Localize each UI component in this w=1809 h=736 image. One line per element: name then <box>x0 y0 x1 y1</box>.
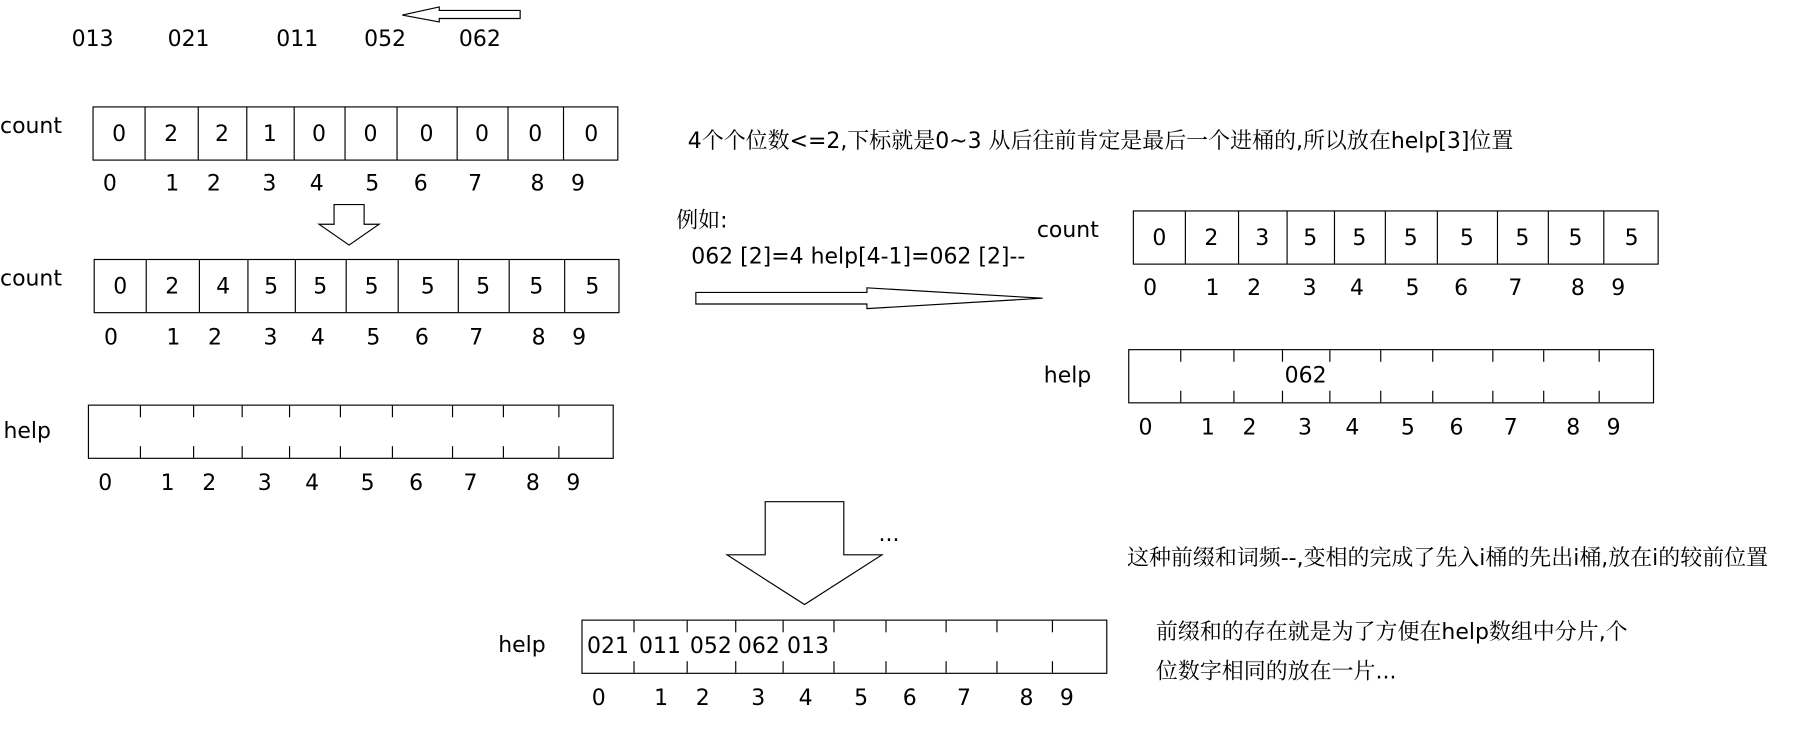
index-label: 1 <box>1200 414 1215 441</box>
help-array <box>581 620 1107 674</box>
index-label: 5 <box>360 470 375 496</box>
index-label: 3 <box>751 685 766 711</box>
array-cell <box>1052 621 1109 673</box>
count-array <box>94 259 620 313</box>
index-label: 9 <box>566 470 581 496</box>
array-cell: 5 <box>1303 225 1318 251</box>
array-cell: 5 <box>476 273 491 300</box>
index-label: 2 <box>206 171 221 197</box>
index-label: 1 <box>160 470 175 496</box>
index-label: 6 <box>413 171 428 197</box>
array-cell: 4 <box>216 273 231 300</box>
index-label: 9 <box>1611 275 1626 301</box>
array-cell: 052 <box>689 633 732 659</box>
index-label: 8 <box>1019 685 1034 711</box>
index-label: 3 <box>1298 414 1313 441</box>
cell-tick <box>392 446 393 458</box>
index-label: 2 <box>1242 414 1257 441</box>
index-label: 7 <box>469 324 484 351</box>
right-arrow-icon <box>694 287 1048 310</box>
array-cell: 0 <box>1152 225 1167 251</box>
index-label: 3 <box>257 470 272 496</box>
top-seq-item: 013 <box>71 26 114 53</box>
index-label: 3 <box>262 171 277 197</box>
count-array <box>92 106 618 160</box>
index-label: 7 <box>1508 275 1523 301</box>
array-cell: 0 <box>113 273 128 300</box>
note-text: 位数字相同的放在一片... <box>1155 658 1397 685</box>
array-cell: 5 <box>1459 225 1474 251</box>
array-cell: 5 <box>313 273 328 300</box>
array-cell <box>1432 350 1492 402</box>
array-cell: 1 <box>262 121 277 147</box>
array-cell: 062 <box>737 633 780 659</box>
index-label: 2 <box>202 470 217 496</box>
array-cell: 5 <box>1624 225 1639 251</box>
array-cell <box>996 621 1051 673</box>
count-array <box>1133 210 1659 264</box>
array-cell <box>1599 350 1656 402</box>
array-cell: 5 <box>529 273 544 300</box>
array-cell <box>1129 350 1180 402</box>
help-array <box>1128 349 1654 403</box>
cell-tick <box>452 406 453 418</box>
array-cell: 5 <box>364 273 379 300</box>
array-label: help <box>498 632 546 658</box>
array-cell: 5 <box>585 273 600 300</box>
index-row <box>94 324 620 352</box>
array-label: help <box>3 418 51 444</box>
cell-tick <box>503 446 504 458</box>
index-label: 2 <box>1247 275 1262 301</box>
array-cell: 0 <box>312 121 327 147</box>
top-seq-item: 052 <box>364 26 407 53</box>
note-text: 这种前缀和词频--,变相的完成了先入i桶的先出i桶,放在i的较前位置 <box>1127 545 1769 572</box>
array-cell: 0 <box>112 121 127 147</box>
index-label: 2 <box>695 685 710 711</box>
index-label: 4 <box>798 685 813 711</box>
array-cell: 2 <box>164 121 179 147</box>
array-cell: 0 <box>419 121 434 147</box>
cell-tick <box>193 406 194 418</box>
index-label: 4 <box>309 171 324 197</box>
index-label: 2 <box>208 324 222 351</box>
array-cell: 021 <box>587 633 629 659</box>
array-cell: 2 <box>1204 225 1219 251</box>
array-label: count <box>0 265 62 292</box>
index-label: 9 <box>1606 414 1621 441</box>
cell-tick <box>242 446 243 458</box>
top-seq-item: 011 <box>276 26 319 53</box>
index-label: 4 <box>310 324 325 351</box>
cell-tick <box>140 406 141 418</box>
cell-tick <box>340 406 341 418</box>
index-label: 5 <box>1400 414 1415 441</box>
index-label: 4 <box>305 470 320 496</box>
array-cell <box>1543 350 1598 402</box>
array-cell: 062 <box>1284 362 1327 389</box>
array-cell <box>885 621 945 673</box>
index-label: 8 <box>1566 414 1581 441</box>
index-label: 0 <box>1138 414 1153 441</box>
array-cell: 5 <box>264 273 279 300</box>
index-label: 6 <box>1449 414 1464 441</box>
cell-tick <box>193 446 194 458</box>
array-cell: 5 <box>1568 225 1583 251</box>
cell-tick <box>340 446 341 458</box>
index-label: 1 <box>1205 275 1220 301</box>
index-label: 1 <box>165 171 180 197</box>
index-label: 0 <box>102 171 117 197</box>
index-label: 8 <box>525 470 540 496</box>
ellipsis-text: ... <box>878 521 900 547</box>
array-cell: 013 <box>787 633 829 659</box>
index-row <box>1128 414 1654 442</box>
index-label: 5 <box>365 171 380 197</box>
index-label: 5 <box>854 685 869 711</box>
index-label: 3 <box>263 324 278 351</box>
example-title: 例如: <box>676 208 728 234</box>
index-label: 7 <box>957 685 972 711</box>
array-cell: 011 <box>639 633 681 659</box>
cell-tick <box>140 446 141 458</box>
array-cell <box>1380 350 1432 402</box>
example-text: 062 [2]=4 help[4-1]=062 [2]-- <box>691 243 1026 270</box>
index-row <box>88 470 614 498</box>
array-cell: 2 <box>214 121 229 147</box>
array-cell: 3 <box>1255 225 1270 251</box>
index-label: 7 <box>468 171 483 197</box>
cell-tick <box>558 446 559 458</box>
array-cell: 0 <box>584 121 599 147</box>
index-label: 0 <box>103 324 118 351</box>
index-label: 8 <box>1570 275 1585 301</box>
array-label: count <box>1036 217 1099 243</box>
cell-tick <box>242 406 243 418</box>
array-cell: 0 <box>363 121 378 147</box>
index-label: 6 <box>902 685 917 711</box>
index-label: 0 <box>591 685 606 711</box>
cell-tick <box>289 446 290 458</box>
index-label: 1 <box>166 324 181 351</box>
array-cell: 5 <box>420 273 435 300</box>
index-label: 6 <box>409 470 424 496</box>
array-cell: 0 <box>475 121 489 147</box>
index-label: 0 <box>98 470 113 496</box>
index-label: 5 <box>366 324 381 351</box>
cell-tick <box>452 446 453 458</box>
array-cell <box>946 621 997 673</box>
index-label: 3 <box>1302 275 1317 301</box>
down-arrow-icon <box>318 203 383 247</box>
index-label: 6 <box>414 324 429 351</box>
cell-tick <box>558 406 559 418</box>
index-label: 0 <box>1143 275 1158 301</box>
index-label: 8 <box>530 171 545 197</box>
array-cell: 0 <box>528 121 543 147</box>
array-label: count <box>0 113 62 139</box>
array-label: help <box>1043 362 1092 389</box>
index-label: 4 <box>1345 414 1360 441</box>
note-text: 前缀和的存在就是为了方便在help数组中分片,个 <box>1155 619 1628 645</box>
index-label: 6 <box>1454 275 1469 301</box>
index-label: 5 <box>1405 275 1420 301</box>
index-label: 7 <box>463 470 478 496</box>
index-label: 1 <box>654 685 669 711</box>
top-seq-item: 021 <box>167 26 210 53</box>
array-cell <box>1492 350 1543 402</box>
array-cell <box>1233 350 1282 402</box>
note-text: 4个个位数<=2,下标就是0~3 从后往前肯定是最后一个进桶的,所以放在help[3]位置 <box>687 128 1514 154</box>
index-label: 9 <box>572 324 587 351</box>
array-cell: 5 <box>1403 225 1418 251</box>
array-cell: 5 <box>1352 225 1367 251</box>
array-cell: 2 <box>165 273 180 300</box>
array-cell <box>1329 350 1380 402</box>
cell-tick <box>392 406 393 418</box>
array-cell <box>833 621 885 673</box>
cell-tick <box>289 406 290 418</box>
left-arrow-icon <box>393 5 526 26</box>
down-arrow-icon <box>724 499 886 608</box>
array-cell <box>1180 350 1233 402</box>
array-cell: 5 <box>1515 225 1530 251</box>
index-label: 8 <box>531 324 546 351</box>
index-row <box>92 173 618 198</box>
top-seq-item: 062 <box>458 26 501 53</box>
help-array <box>88 405 614 459</box>
index-row <box>581 685 1107 713</box>
index-label: 9 <box>570 171 585 197</box>
index-label: 7 <box>1503 414 1518 441</box>
index-label: 4 <box>1350 275 1365 301</box>
index-label: 9 <box>1059 685 1074 711</box>
cell-tick <box>503 406 504 418</box>
index-row <box>1133 277 1659 302</box>
